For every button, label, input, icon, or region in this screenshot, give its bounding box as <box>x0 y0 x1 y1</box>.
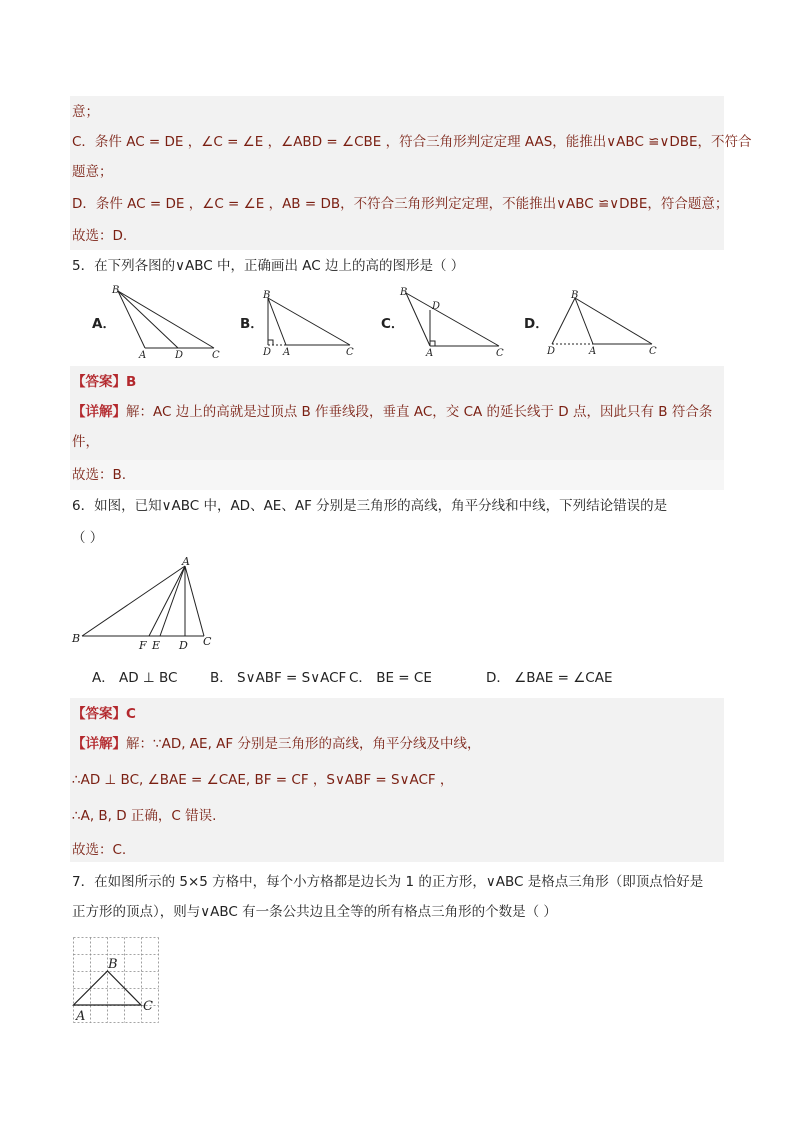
label-a: A <box>426 348 434 359</box>
label-c: C <box>649 346 657 357</box>
label-c: C <box>212 350 220 361</box>
label-b: B <box>72 632 81 645</box>
q5-answer-line <box>72 372 136 392</box>
label-d: D <box>547 346 556 357</box>
q7-stem-1: 7．在如图所示的 5×5 方格中，每个小方格都是边长为 1 的正方形，∨ABC 是格点三角形（即顶点恰好是 <box>72 874 704 890</box>
q5-option-a: A． <box>92 316 116 332</box>
q6-detail-line-2: ∴AD ⊥ BC, ∠BAE = ∠CAE, BF = CF ，S∨ABF = S∨ACF ， <box>72 772 454 788</box>
label-a: A <box>283 347 291 358</box>
q6-choose: 故选：C. <box>72 842 127 858</box>
q4-line-5: 故选：D. <box>72 228 128 244</box>
q4-line-4: D．条件 AC = DE ，∠C = ∠E ，AB = DB，不符合三角形判定定理，不能推出∨ABC ≌∨DBE，符合题意； <box>72 196 729 212</box>
label-b: B <box>108 957 118 972</box>
q6-figure <box>70 556 220 652</box>
q6-option-a: A． AD ⊥ BC <box>92 670 178 686</box>
q5-option-b: B． <box>240 316 264 332</box>
label-c: C <box>346 347 354 358</box>
q5-stem: 5．在下列各图的∨ABC 中，正确画出 AC 边上的高的图形是（ ） <box>72 258 465 274</box>
q5-detail-line <box>72 402 712 422</box>
detail-text: 解：AC 边上的高就是过顶点 B 作垂线段，垂直 AC，交 CA 的延长线于 D 点，因此只有 B 符合条 <box>126 404 713 420</box>
q5-detail-line-2: 件， <box>72 434 99 450</box>
label-a: A <box>182 555 190 568</box>
q4-line-1: 意； <box>72 104 99 120</box>
q6-answer-line <box>72 704 136 724</box>
label-b: B <box>400 287 408 298</box>
label-b: B <box>571 290 579 301</box>
label-c: C <box>143 999 153 1014</box>
q5-figure-c <box>398 284 508 360</box>
label-d: D <box>175 350 184 361</box>
q7-grid-figure <box>70 934 166 1030</box>
q4-solution-block <box>70 96 724 250</box>
q5-choose: 故选：B. <box>72 467 127 483</box>
q6-option-d: D． ∠BAE = ∠CAE <box>486 670 613 686</box>
q6-option-c: C． BE = CE <box>349 670 432 686</box>
label-a: A <box>139 350 147 361</box>
label-f: F <box>139 639 147 652</box>
label-a: A <box>589 346 597 357</box>
q6-option-b: B． S∨ABF = S∨ACF <box>210 670 347 686</box>
label-c: C <box>496 348 504 359</box>
q4-line-3: 题意； <box>72 164 113 180</box>
q6-detail-line <box>72 734 480 754</box>
label-d: D <box>432 301 441 312</box>
label-c: C <box>203 635 212 648</box>
label-a: A <box>76 1009 86 1024</box>
answer-value: C <box>126 706 136 722</box>
label-d: D <box>179 639 188 652</box>
q5-option-c: C． <box>381 316 405 332</box>
detail-tag: 【详解】 <box>72 736 126 752</box>
q5-figure-d <box>544 290 662 358</box>
q5-choose-block <box>70 460 724 490</box>
label-e: E <box>152 639 161 652</box>
q6-stem-2: （ ） <box>72 530 104 546</box>
label-b: B <box>112 285 120 296</box>
q6-detail-line-3: ∴A, B, D 正确，C 错误. <box>72 808 217 824</box>
label-b: B <box>263 290 271 301</box>
answer-value: B <box>126 374 137 390</box>
q5-option-d: D． <box>524 316 549 332</box>
label-d: D <box>263 347 272 358</box>
q5-figure-a <box>110 284 225 362</box>
q7-stem-2: 正方形的顶点），则与∨ABC 有一条公共边且全等的所有格点三角形的个数是（ ） <box>72 904 557 920</box>
detail-tag: 【详解】 <box>72 404 126 420</box>
q4-line-2: C．条件 AC = DE ，∠C = ∠E ，∠ABD = ∠CBE ，符合三角形判定定理 AAS，能推出∨ABC ≌∨DBE，不符合 <box>72 134 752 150</box>
detail-text: 解：∵AD, AE, AF 分别是三角形的高线，角平分线及中线， <box>126 736 481 752</box>
answer-tag: 【答案】 <box>72 706 126 722</box>
q6-stem: 6．如图，已知∨ABC 中，AD、AE、AF 分别是三角形的高线，角平分线和中线，下列结论错误的是 <box>72 498 668 514</box>
answer-tag: 【答案】 <box>72 374 126 390</box>
q5-figure-b <box>258 288 363 358</box>
